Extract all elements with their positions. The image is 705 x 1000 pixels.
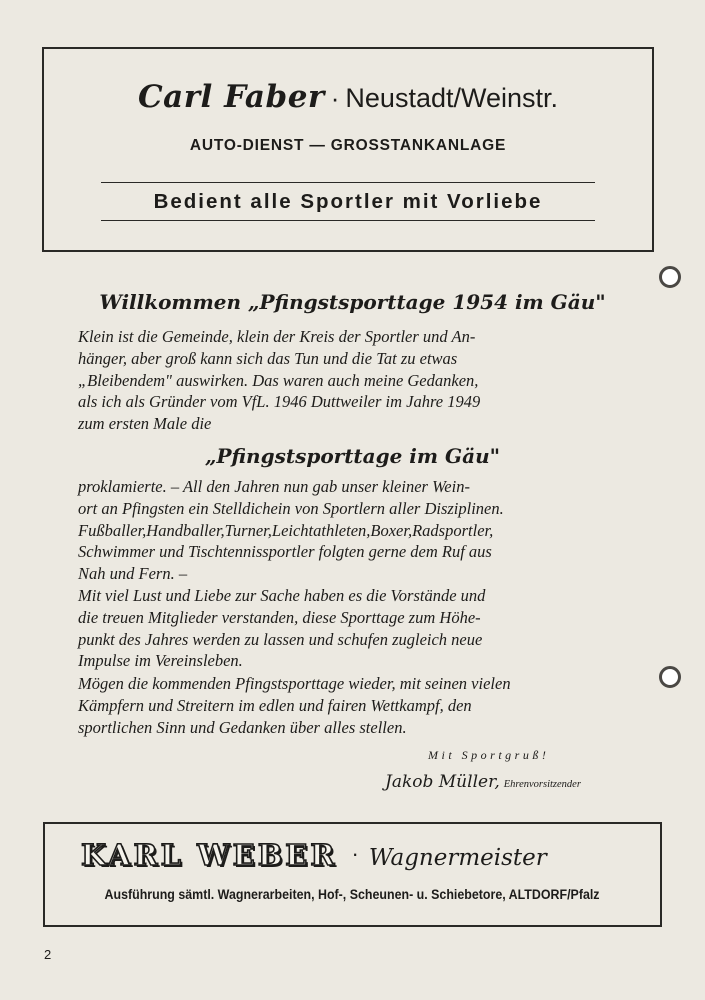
event-title: „Pfingstsporttage im Gäu" — [204, 444, 501, 468]
letter-line: hänger, aber groß kann sich das Tun und die Tat zu etwas — [78, 348, 458, 368]
letter-signature-block — [385, 772, 581, 792]
page-number: 2 — [44, 947, 52, 962]
ad-top-rule-upper — [101, 182, 595, 183]
ad-top-slogan: Bedient alle Sportler mit Vorliebe — [153, 190, 543, 213]
ad-bottom-services-line — [45, 887, 660, 902]
signature-name: Jakob Müller, — [385, 772, 500, 792]
signature-role: Ehrenvorsitzender — [503, 779, 581, 790]
ad-top-rule-lower — [101, 220, 595, 221]
ad-top-company-name: Carl Faber — [137, 79, 325, 115]
letter-line: Schwimmer und Tischtennissportler folgten gerne dem Ruf aus — [78, 542, 492, 562]
letter-line: sportlichen Sinn und Gedanken über alles stellen. — [78, 717, 407, 737]
ad-bottom-trade: Wagnermeister — [368, 845, 547, 871]
letter-paragraph-1 — [78, 326, 480, 435]
letter-line: Nah und Fern. – — [78, 564, 188, 584]
letter-line: Mögen die kommenden Pfingstsporttage wieder, mit seinen vielen — [78, 674, 511, 693]
letter-paragraph-3 — [78, 585, 485, 672]
letter-line: Mit viel Lust und Liebe zur Sache haben es die Vorstände und — [78, 586, 486, 605]
letter-line: die treuen Mitglieder verstanden, diese Sporttage zum Höhe- — [78, 607, 481, 627]
ad-top-town: Neustadt/Weinstr. — [345, 83, 559, 113]
ad-top-separator: · — [330, 83, 340, 113]
letter-line: als ich als Gründer vom VfL. 1946 Duttweiler im Jahre 1949 — [78, 392, 481, 412]
letter-line: proklamierte. – All den Jahren nun gab unser kleiner Wein- — [78, 477, 470, 496]
letter-line: Kämpfern und Streitern im edlen und fairen Wettkampf, den — [78, 695, 472, 715]
ad-karl-weber — [43, 822, 662, 927]
letter-greeting: Mit Sportgruß! — [428, 748, 550, 762]
letter-paragraph-2 — [78, 476, 504, 585]
letter-line: Fußballer,Handballer,Turner,Leichtathleten,Boxer,Radsportler, — [78, 520, 494, 540]
binder-hole-upper — [659, 266, 681, 288]
letter-paragraph-4 — [78, 673, 511, 738]
letter-heading: Willkommen „Pfingstsporttage 1954 im Gäu" — [99, 290, 606, 314]
letter-line: ort an Pfingsten ein Stelldichein von Sportlern aller Disziplinen. — [78, 498, 504, 518]
ad-bottom-services: Ausführung sämtl. Wagnerarbeiten, Hof-, Scheunen- u. Schiebetore, ALTDORF/Pfalz — [104, 887, 600, 902]
letter-line: „Bleibendem" auswirken. Das waren auch meine Gedanken, — [78, 370, 479, 390]
ad-bottom-separator: · — [351, 841, 359, 866]
binder-hole-lower — [659, 666, 681, 688]
ad-top-services: AUTO-DIENST — GROSSTANKANLAGE — [189, 137, 507, 154]
letter-line: punkt des Jahres werden zu lassen und schufen zugleich neue — [78, 629, 483, 649]
ad-top-headline — [44, 79, 652, 115]
ad-bottom-headline — [81, 838, 547, 872]
letter-line: Impulse im Vereinsleben. — [78, 651, 243, 671]
ad-bottom-company-name: KARL WEBER — [81, 838, 338, 872]
letter-line: zum ersten Male die — [78, 414, 212, 434]
letter-line: Klein ist die Gemeinde, klein der Kreis der Sportler und An- — [78, 327, 476, 346]
ad-carl-faber — [42, 47, 654, 252]
